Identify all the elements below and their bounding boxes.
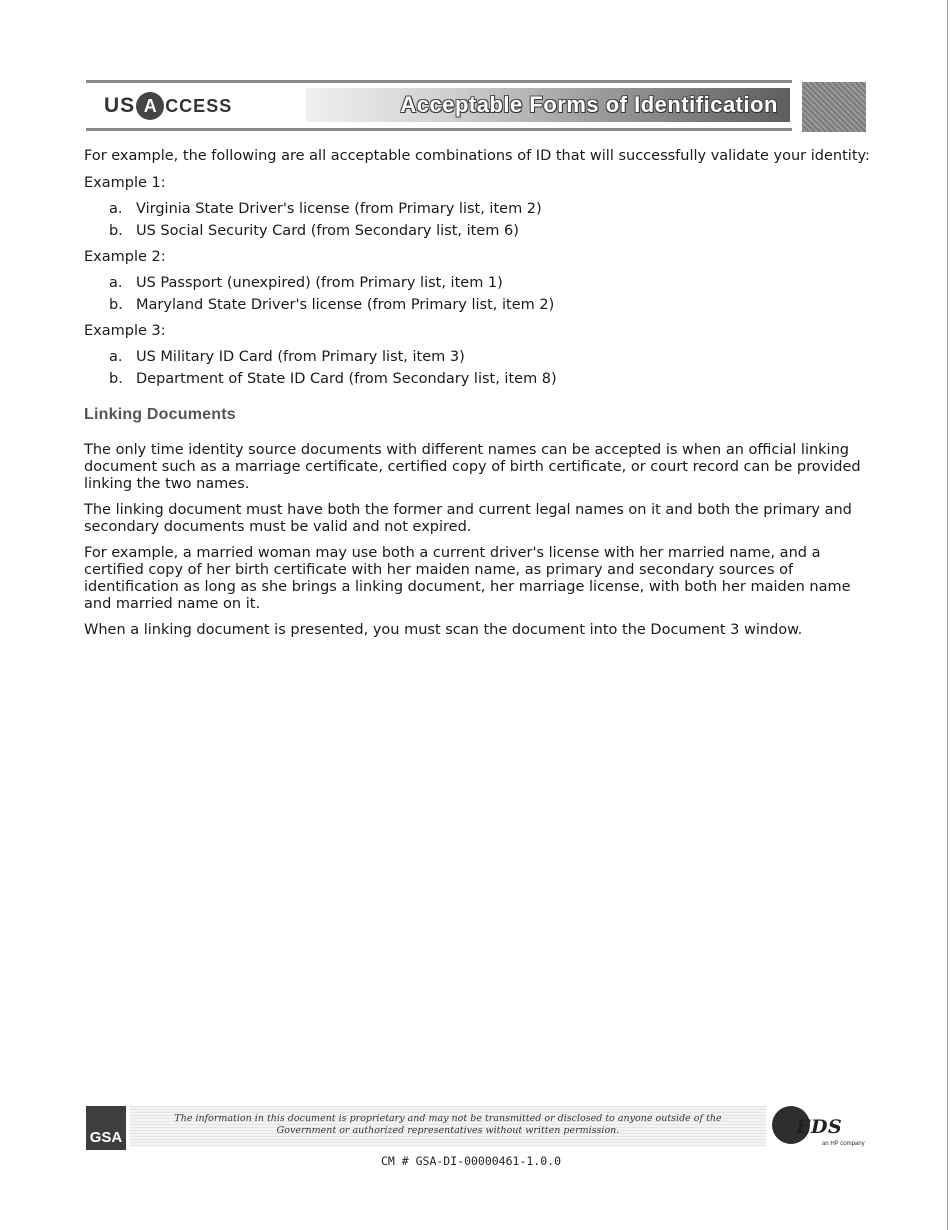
example-1-label: Example 1: — [84, 175, 166, 191]
header-rule-top — [86, 80, 792, 83]
disclaimer-line-2: Government or authorized representatives without written permission. — [276, 1125, 620, 1136]
linking-paragraph-3: For example, a married woman may use both a current driver's license with her married name, and a certified copy of her birth certificate with her maiden name, as primary and secondary sources of identification as long as she brings a linking document, her marriage license, with both her maiden name and married name on it. — [84, 545, 851, 612]
list-item-letter: b. — [109, 297, 123, 313]
example-1-list — [84, 201, 874, 240]
linking-paragraph-4: When a linking document is presented, you must scan the document into the Document 3 window. — [84, 622, 803, 638]
list-item-text: Maryland State Driver's license (from Primary list, item 2) — [136, 297, 555, 313]
logo-a-circle-icon: A — [136, 92, 164, 120]
document-cm-number: CM # GSA-DI-00000461-1.0.0 — [380, 1154, 561, 1168]
linking-documents-heading: Linking Documents — [84, 406, 236, 423]
intro-paragraph: For example, the following are all acceptable combinations of ID that will successfully validate your identity: — [84, 148, 870, 164]
header-rule-bottom — [86, 128, 792, 131]
linking-paragraph-1: The only time identity source documents with different names can be accepted is when an official linking document such as a marriage certificate, certified copy of birth certificate, or court record can be provided linking the two names. — [84, 442, 861, 492]
list-item — [109, 201, 874, 218]
header-title-bar — [306, 88, 790, 122]
list-item-letter: b. — [109, 223, 123, 239]
example-2-label: Example 2: — [84, 249, 166, 265]
list-item-letter: b. — [109, 371, 123, 387]
seal-icon — [802, 82, 866, 132]
list-item — [109, 275, 874, 292]
logo-ccess-text: CCESS — [165, 95, 233, 116]
list-item-letter: a. — [109, 201, 123, 217]
eds-logo — [772, 1106, 866, 1152]
page-edge — [947, 0, 948, 1230]
example-3-list — [84, 349, 874, 388]
list-item — [109, 223, 874, 240]
list-item-text: Virginia State Driver's license (from Primary list, item 2) — [136, 201, 542, 217]
disclaimer-line-1: The information in this document is proprietary and may not be transmitted or disclosed to anyone outside of the — [174, 1113, 722, 1124]
example-2-list — [84, 275, 874, 314]
list-item — [109, 297, 874, 314]
page-header — [86, 80, 866, 132]
eds-logo-subtext: an HP company — [822, 1141, 865, 1147]
linking-paragraph-2: The linking document must have both the former and current legal names on it and both the primary and secondary documents must be valid and not expired. — [84, 502, 852, 535]
list-item — [109, 371, 874, 388]
example-3-label: Example 3: — [84, 323, 166, 339]
list-item-text: US Military ID Card (from Primary list, item 3) — [136, 349, 465, 365]
disclaimer-text — [130, 1113, 766, 1137]
logo-us-text: US — [104, 94, 136, 117]
document-body — [84, 148, 874, 648]
usaccess-logo — [104, 90, 232, 122]
eds-logo-text: EDS — [796, 1116, 843, 1138]
list-item-text: US Social Security Card (from Secondary list, item 6) — [136, 223, 519, 239]
list-item-letter: a. — [109, 349, 123, 365]
list-item-text: Department of State ID Card (from Secondary list, item 8) — [136, 371, 557, 387]
list-item — [109, 349, 874, 366]
page-title: Acceptable Forms of Identification — [400, 92, 778, 117]
list-item-letter: a. — [109, 275, 123, 291]
gsa-logo: GSA — [86, 1106, 126, 1150]
page-footer — [86, 1104, 866, 1176]
list-item-text: US Passport (unexpired) (from Primary list, item 1) — [136, 275, 503, 291]
